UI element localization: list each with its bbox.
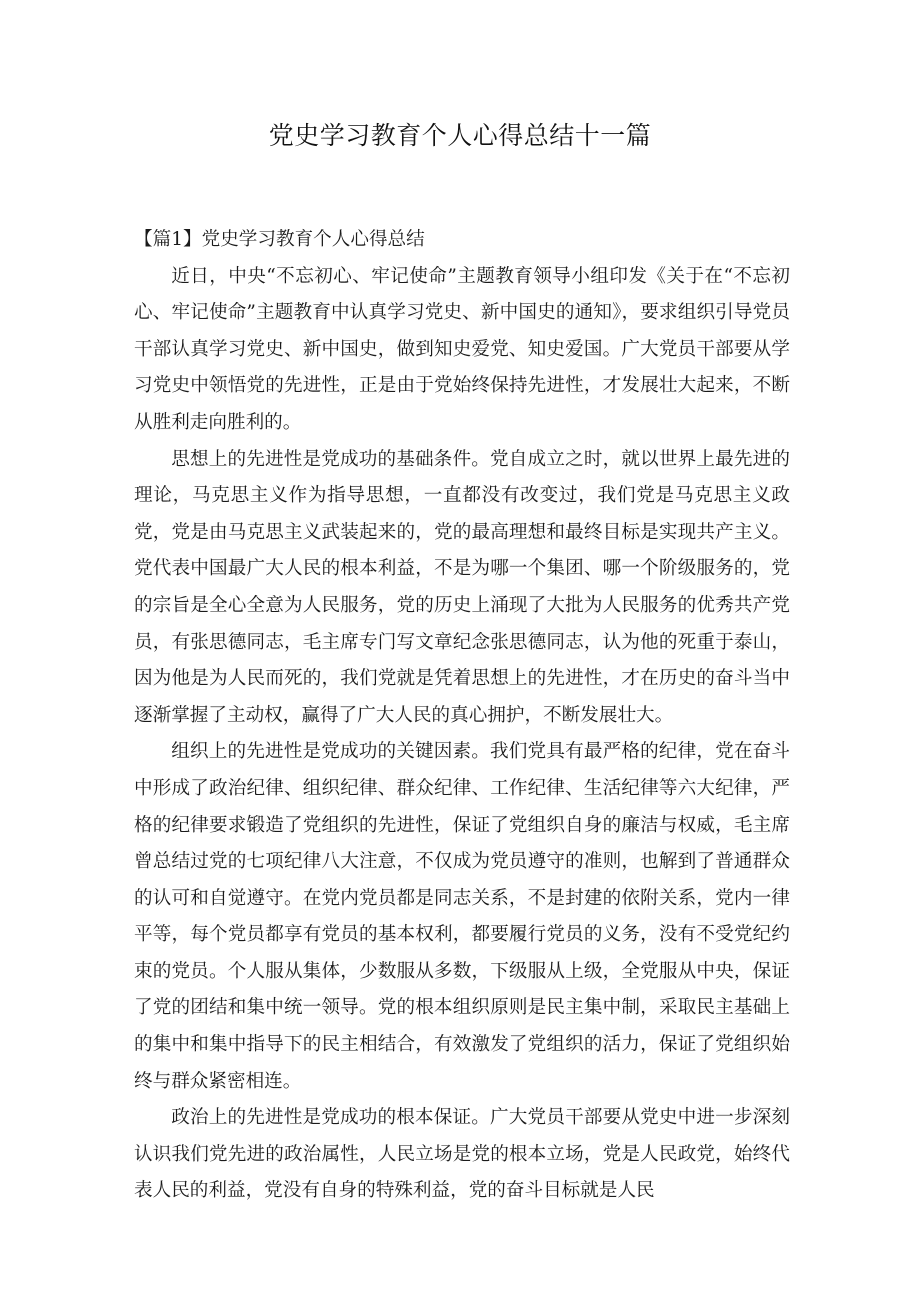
paragraph-intro: 近日，中央“不忘初心、牢记使命”主题教育领导小组印发《关于在“不忘初心、牢记使命”主题教育中认真学习党史、新中国史的通知》，要求组织引导党员干部认真学习党史、新中国史，做到知史爱党、知史爱国。广大党员干部要从学习党史中领悟党的先进性，正是由于党始终保持先进性，才发展壮大起来，不断从胜利走向胜利的。 [134,265,790,433]
paragraph-political-advancement: 政治上的先进性是党成功的根本保证。广大党员干部要从党史中进一步深刻认识我们党先进的政治属性，人民立场是党的根本立场，党是人民政党，始终代表人民的利益，党没有自身的特殊利益，党的奋斗目标就是人民 [134,1107,790,1202]
section-heading: 【篇1】党史学习教育个人心得总结 [134,229,425,250]
paragraph-ideological-advancement: 思想上的先进性是党成功的基础条件。党自成立之时，就以世界上最先进的理论，马克思主义作为指导思想，一直都没有改变过，我们党是马克思主义政党，党是由马克思主义武装起来的，党的最高理想和最终目标是实现共产主义。党代表中国最广大人民的根本利益，不是为哪一个集团、哪一个阶级服务的，党的宗旨是全心全意为人民服务，党的历史上涌现了大批为人民服务的优秀共产党员，有张思德同志，毛主席专门写文章纪念张思德同志，认为他的死重于泰山，因为他是为人民而死的，我们党就是凭着思想上的先进性，才在历史的奋斗当中逐渐掌握了主动权，赢得了广大人民的真心拥护，不断发展壮大。 [134,448,790,726]
document-title: 党史学习教育个人心得总结十一篇 [268,121,652,150]
paragraph-organizational-advancement: 组织上的先进性是党成功的关键因素。我们党具有最严格的纪律，党在奋斗中形成了政治纪律、组织纪律、群众纪律、工作纪律、生活纪律等六大纪律，严格的纪律要求锻造了党组织的先进性，保证了党组织自身的廉洁与权威，毛主席曾总结过党的七项纪律八大注意，不仅成为党员遵守的准则，也解到了普通群众的认可和自觉遵守。在党内党员都是同志关系，不是封建的依附关系，党内一律平等，每个党员都享有党员的基本权利，都要履行党员的义务，没有不受党纪约束的党员。个人服从集体，少数服从多数，下级服从上级，全党服从中央，保证了党的团结和集中统一领导。党的根本组织原则是民主集中制，采取民主基础上的集中和集中指导下的民主相结合，有效激发了党组织的活力，保证了党组织始终与群众紧密相连。 [134,741,790,1092]
document-body [134,222,790,1210]
